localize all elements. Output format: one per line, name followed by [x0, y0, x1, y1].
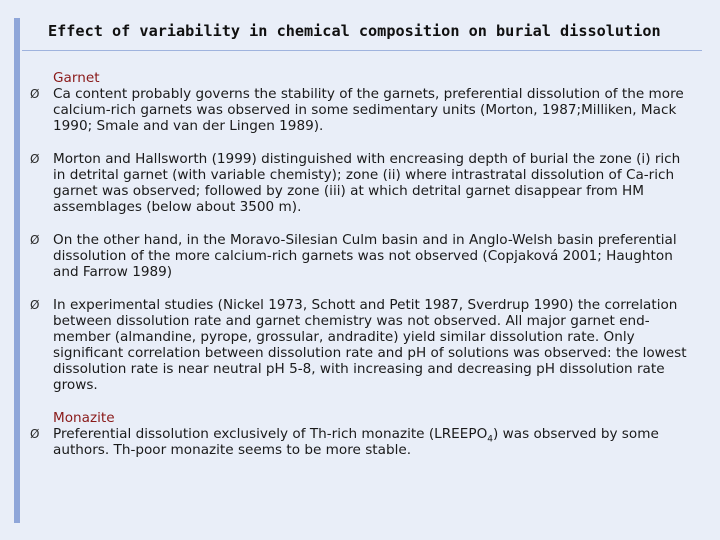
bullet-arrow-icon: Ø	[30, 87, 40, 101]
bullet-text: Ca content probably governs the stability of the garnets, preferential dissolution of the more calcium-rich garnets was observed in some sedimentary units (Morton, 1987;Milliken, Mack 1990; Smale and van der Lingen 1989).	[53, 86, 684, 134]
bullet-arrow-icon: Ø	[30, 152, 40, 166]
bullet-arrow-icon: Ø	[30, 427, 40, 441]
bullet-text-part: ) was observed by some authors. Th-poor monazite seems to be more stable.	[53, 426, 659, 458]
bullet-text	[53, 426, 695, 458]
bullet-text: On the other hand, in the Moravo-Silesian Culm basin and in Anglo-Welsh basin preferential dissolution of the more calcium-rich garnets was not observed (Copjaková 2001; Haughton and Farrow 1989)	[53, 232, 677, 280]
title-divider	[22, 50, 702, 51]
section-heading-monazite: Monazite	[53, 410, 115, 426]
bullet-item	[30, 232, 695, 280]
bullet-item	[30, 426, 695, 458]
bullet-item	[30, 297, 695, 393]
accent-bar	[14, 18, 20, 523]
subscript: 4	[487, 434, 493, 445]
bullet-arrow-icon: Ø	[30, 298, 40, 312]
bullet-item	[30, 86, 695, 134]
bullet-text-part: Preferential dissolution exclusively of Th-rich monazite (LREEPO	[53, 426, 488, 442]
bullet-text: Morton and Hallsworth (1999) distinguished with encreasing depth of burial the zone (i) rich in detrital garnet (with variable chemisty); zone (ii) where intrastratal dissolution of Ca-rich garnet was observed; followed by zone (iii) at which detrital garnet disappear from HM assemblages (below about 3500 m).	[53, 151, 681, 215]
slide-body	[30, 70, 695, 458]
bullet-text: In experimental studies (Nickel 1973, Schott and Petit 1987, Sverdrup 1990) the correlation between dissolution rate and garnet chemistry was not observed. All major garnet end-member (almandine, pyrope, grossular, andradite) yield similar dissolution rate. Only significant correlation between dissolution rate and pH of solutions was observed: the lowest dissolution rate is near neutral pH 5-8, with increasing and decreasing pH dissolution rate grows.	[53, 297, 687, 393]
bullet-item	[30, 151, 695, 215]
slide-title: Effect of variability in chemical composition on burial dissolution	[48, 22, 661, 40]
section-heading-garnet: Garnet	[53, 70, 100, 86]
bullet-arrow-icon: Ø	[30, 233, 40, 247]
